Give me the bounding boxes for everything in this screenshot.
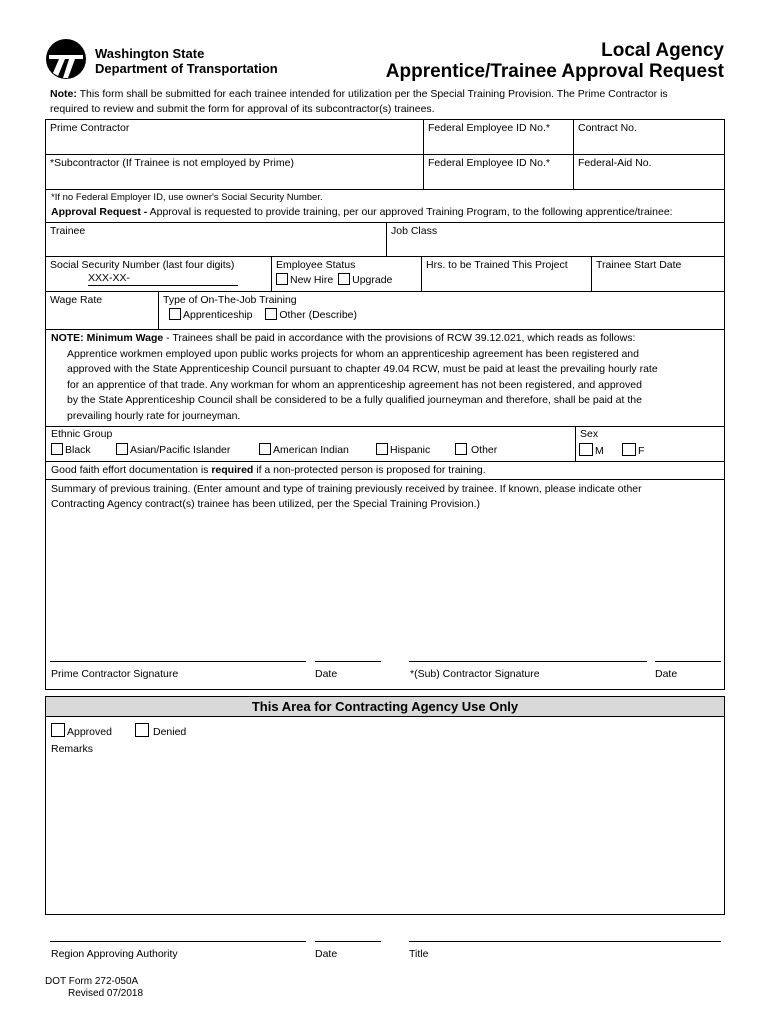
new-hire-checkbox[interactable]	[276, 273, 288, 285]
title-label: Title	[409, 948, 429, 960]
upgrade-checkbox[interactable]	[338, 273, 350, 285]
prime-signature-line[interactable]	[50, 661, 306, 662]
agency-name-line1: Washington State	[95, 46, 205, 61]
sex-label: Sex	[580, 428, 599, 440]
intro-note	[50, 87, 730, 117]
denied-checkbox[interactable]	[135, 723, 149, 737]
good-faith-pre: Good faith effort documentation is	[51, 464, 212, 476]
ethnic-group-label: Ethnic Group	[51, 428, 113, 440]
hispanic-label: Hispanic	[390, 444, 431, 456]
date1-label: Date	[315, 668, 338, 680]
american-indian-label: American Indian	[273, 444, 349, 456]
summary-instructions	[51, 482, 721, 512]
contract-no-label: Contract No.	[578, 122, 637, 134]
female-label: F	[638, 445, 645, 457]
hrs-trained-label: Hrs. to be Trained This Project	[426, 259, 568, 271]
min-wage-line1	[51, 331, 721, 347]
intro-note-text1: This form shall be submitted for each trainee intended for utilization per the Special Training Provision. The Prime Contractor is	[76, 88, 668, 100]
male-checkbox[interactable]	[579, 443, 593, 456]
minimum-wage-note	[51, 331, 721, 424]
approved-label: Approved	[67, 726, 112, 738]
approval-request-text: Approval is requested to provide training, per our approved Training Program, to the following apprentice/trainee:	[147, 206, 673, 218]
wage-rate-label: Wage Rate	[50, 294, 103, 306]
agency-use-header	[46, 697, 724, 717]
trainee-label: Trainee	[50, 225, 86, 237]
contract-no-field[interactable]	[573, 119, 725, 154]
subcontractor-field[interactable]	[45, 154, 423, 189]
min-wage-text1: - Trainees shall be paid in accordance with the provisions of RCW 39.12.021, which reads as follows:	[163, 332, 636, 344]
ssn-field[interactable]	[45, 256, 271, 291]
agency-name-line2: Department of Transportation	[95, 61, 278, 76]
apprenticeship-label: Apprenticeship	[183, 309, 253, 321]
prime-signature-label: Prime Contractor Signature	[51, 668, 179, 680]
job-class-label: Job Class	[391, 225, 438, 237]
black-label: Black	[65, 444, 91, 456]
black-checkbox[interactable]	[51, 443, 63, 455]
other-ethnic-checkbox[interactable]	[455, 443, 467, 455]
denied-label: Denied	[153, 726, 187, 738]
wsdot-logo-icon	[45, 38, 87, 80]
revised-date: Revised 07/2018	[68, 988, 144, 999]
ssn-footnote: *If no Federal Employer ID, use owner's Social Security Number.	[51, 192, 323, 203]
summary-textarea[interactable]	[47, 514, 723, 654]
federal-id-2-field[interactable]	[423, 154, 573, 189]
hispanic-checkbox[interactable]	[376, 443, 388, 455]
ojt-type-label: Type of On-The-Job Training	[163, 294, 297, 306]
apprenticeship-checkbox[interactable]	[169, 308, 181, 320]
federal-aid-no-field[interactable]	[573, 154, 725, 189]
date2-line[interactable]	[655, 661, 721, 662]
ssn-label: Social Security Number (last four digits)	[50, 259, 235, 271]
good-faith-note	[51, 464, 486, 476]
approval-request	[51, 206, 673, 218]
wage-rate-field[interactable]	[45, 291, 158, 329]
upgrade-label: Upgrade	[352, 274, 393, 286]
min-wage-line2: Apprentice workmen employed upon public works projects for whom an apprenticeship agreement has been registered and	[67, 347, 639, 360]
start-date-label: Trainee Start Date	[596, 259, 682, 271]
american-indian-checkbox[interactable]	[259, 443, 271, 455]
form-number: DOT Form 272-050A	[45, 976, 139, 987]
trainee-field[interactable]	[45, 222, 386, 256]
federal-id-2-label: Federal Employee ID No.*	[428, 157, 550, 169]
remarks-textarea[interactable]	[47, 758, 723, 912]
female-checkbox[interactable]	[622, 443, 636, 456]
asian-checkbox[interactable]	[116, 443, 128, 455]
new-hire-label: New Hire	[290, 274, 334, 286]
other-ethnic-label: Other	[471, 444, 498, 456]
good-faith-bold: required	[211, 464, 254, 476]
employee-status-label: Employee Status	[276, 259, 356, 271]
intro-note-label: Note:	[50, 88, 77, 100]
wsdot-logo	[45, 38, 87, 80]
subcontractor-label: *Subcontractor (If Trainee is not employed by Prime)	[50, 157, 294, 169]
male-label: M	[595, 445, 604, 457]
federal-id-1-label: Federal Employee ID No.*	[428, 122, 550, 134]
approval-request-label: Approval Request -	[51, 206, 148, 218]
ssn-prefix: XXX-XX-	[88, 272, 131, 284]
region-authority-line[interactable]	[50, 941, 306, 942]
min-wage-line6: prevailing hourly rate for journeyman.	[67, 409, 241, 422]
prime-contractor-label: Prime Contractor	[50, 122, 130, 134]
min-wage-line3: approved with the State Apprenticeship Council pursuant to chapter 49.04 RCW, must be paid at least the prevailing hourly rate	[67, 363, 658, 375]
bottom-date-label: Date	[315, 948, 338, 960]
intro-note-line2: required to review and submit the form for approval of its subcontractor(s) trainees.	[50, 103, 435, 115]
form-title-line1: Local Agency	[601, 40, 724, 61]
employee-status-field	[271, 256, 421, 291]
date2-label: Date	[655, 668, 678, 680]
form-title-line2: Apprentice/Trainee Approval Request	[385, 61, 724, 82]
bottom-date-line[interactable]	[315, 941, 381, 942]
job-class-field[interactable]	[386, 222, 725, 256]
sub-signature-line[interactable]	[409, 661, 647, 662]
ssn-input[interactable]	[88, 272, 238, 286]
min-wage-label: NOTE: Minimum Wage	[51, 332, 164, 344]
remarks-label: Remarks	[51, 743, 94, 755]
title-line[interactable]	[409, 941, 721, 942]
date1-line[interactable]	[315, 661, 381, 662]
start-date-field[interactable]	[591, 256, 725, 291]
summary-line1: Summary of previous training. (Enter amount and type of training previously received by trainee. If known, please indicate other	[51, 483, 642, 495]
federal-aid-no-label: Federal-Aid No.	[578, 157, 652, 169]
federal-id-1-field[interactable]	[423, 119, 573, 154]
region-authority-label: Region Approving Authority	[51, 948, 178, 960]
approved-checkbox[interactable]	[51, 723, 65, 737]
ojt-type-field	[158, 291, 725, 329]
prime-contractor-field[interactable]	[45, 119, 423, 154]
min-wage-line4: for an apprentice of that trade. Any workman for whom an apprenticeship agreement has not been registered, and approved	[67, 378, 642, 391]
summary-line2: Contracting Agency contract(s) trainee has been utilized, per the Special Training Provision.)	[51, 498, 480, 510]
other-describe-checkbox[interactable]	[265, 308, 277, 320]
hrs-trained-field[interactable]	[421, 256, 591, 291]
intro-note-line1	[50, 87, 730, 102]
agency-use-title: This Area for Contracting Agency Use Only	[251, 699, 519, 714]
sub-signature-label: *(Sub) Contractor Signature	[410, 668, 540, 680]
other-describe-label: Other (Describe)	[279, 309, 357, 321]
min-wage-line5: by the State Apprenticeship Council shall be considered to be a fully qualified journeyman and therefore, shall be paid at the	[67, 394, 642, 406]
good-faith-post: if a non-protected person is proposed for training.	[253, 464, 486, 476]
asian-label: Asian/Pacific Islander	[130, 444, 231, 456]
